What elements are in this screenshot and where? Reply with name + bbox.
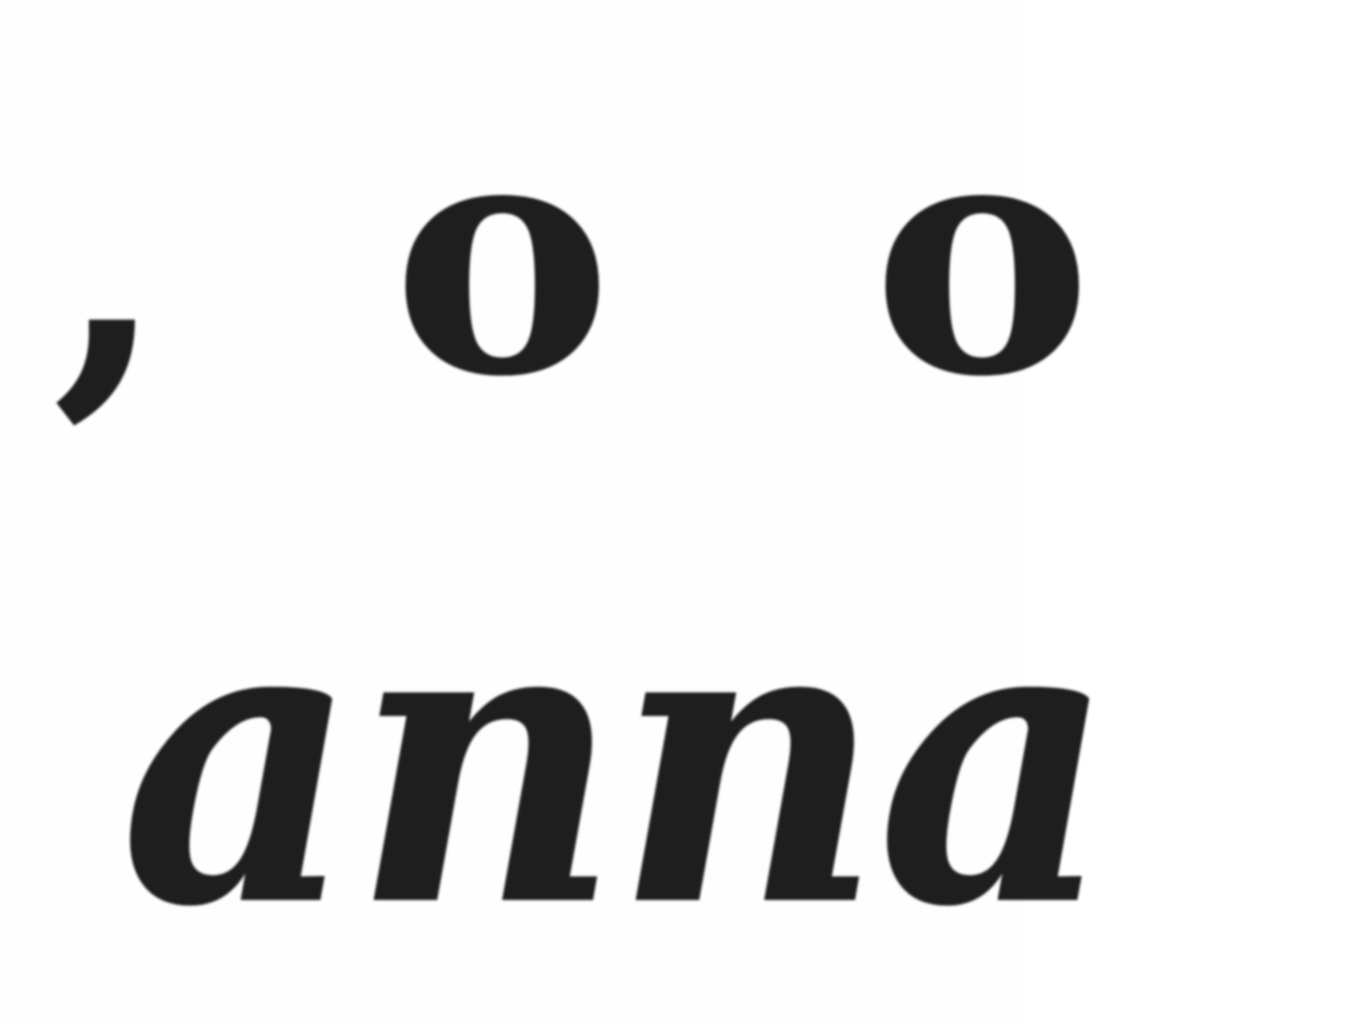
text-line-upper xyxy=(52,61,1352,449)
letter-o-first: o xyxy=(392,61,613,449)
text-line-lower: anna xyxy=(120,525,1110,995)
letter-o-second: o xyxy=(872,61,1093,449)
comma-glyph: , xyxy=(52,61,167,449)
